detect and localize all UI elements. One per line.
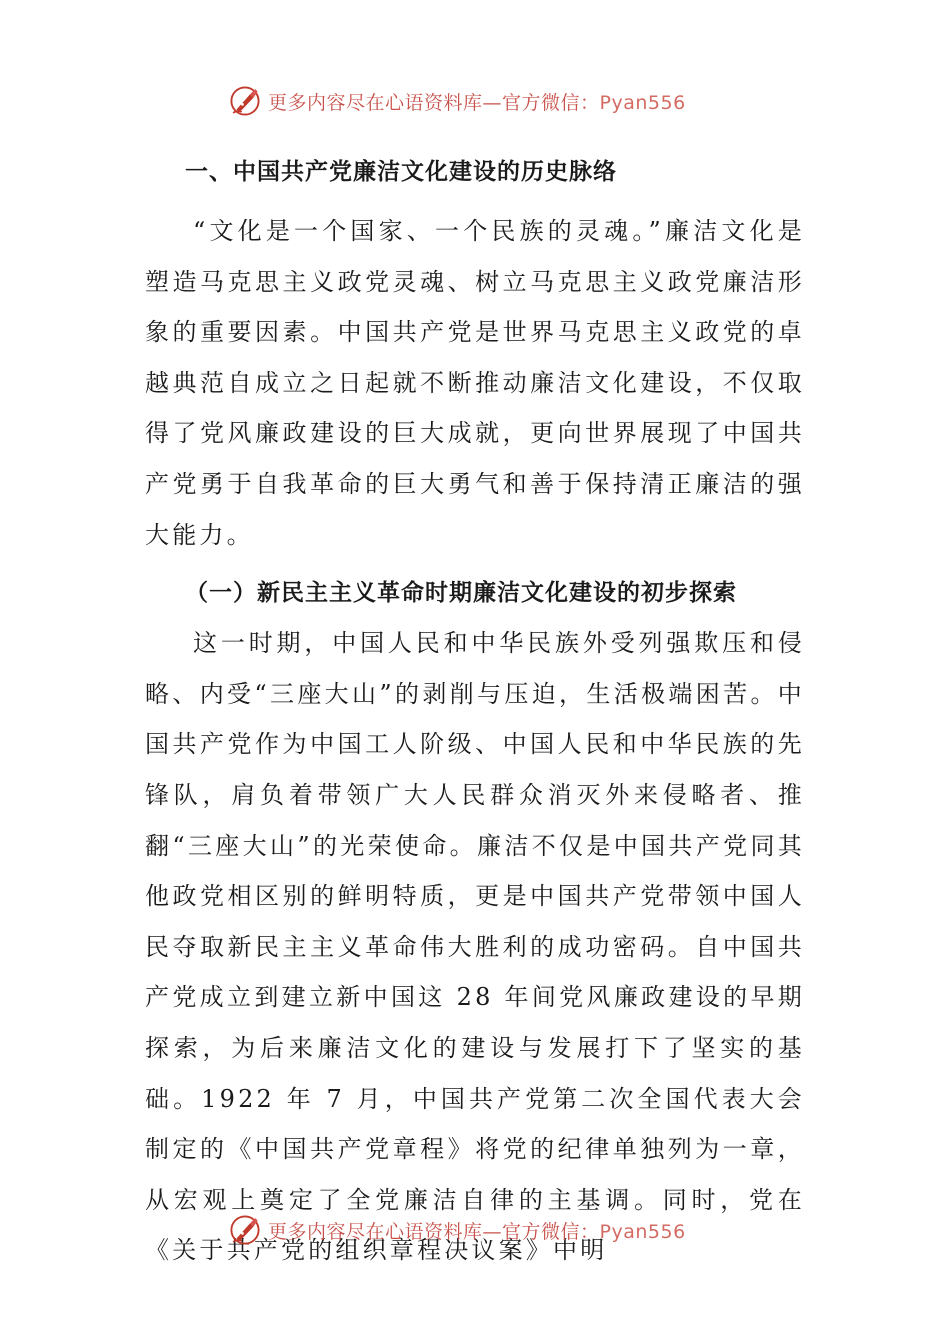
subsection-heading: （一）新民主主义革命时期廉洁文化建设的初步探索: [185, 579, 737, 607]
paragraph-intro: “文化是一个国家、一个民族的灵魂。”廉洁文化是塑造马克思主义政党灵魂、树立马克思主义政党廉洁形象的重要因素。中国共产党是世界马克思主义政党的卓越典范自成立之日起就不断推动廉洁文化建设，不仅取得了党风廉政建设的巨大成就，更向世界展现了中国共产党勇于自我革命的巨大勇气和善于保持清正廉洁的强大能力。: [145, 217, 805, 549]
pen-nib-logo-icon: [228, 1213, 262, 1247]
paragraph-body: 这一时期，中国人民和中华民族外受列强欺压和侵略、内受“三座大山”的剥削与压迫，生活极端困苦。中国共产党作为中国工人阶级、中国人民和中华民族的先锋队，肩负着带领广大人民群众消灭外来侵略者、推翻“三座大山”的光荣使命。廉洁不仅是中国共产党同其他政党相区别的鲜明特质，更是中国共产党带领中国人民夺取新民主主义革命伟大胜利的成功密码。自中国共产党成立到建立新中国这 28 年间党风廉政建设的早期探索，为后来廉洁文化的建设与发展打下了坚实的基础。1922 年 7 月，中国共产党第二次全国代表大会制定的《中国共产党章程》将党的纪律单独列为一章，从宏观上奠定了全党廉洁自律的主基调。同时，党在《关于共产党的组织章程决议案》中明: [145, 629, 805, 1265]
wechat-id: Pyan556: [599, 91, 686, 114]
watermark-text: 更多内容尽在心语资料库—官方微信：Pyan556: [268, 91, 686, 114]
section-heading: 一、中国共产党廉洁文化建设的历史脉络: [185, 158, 617, 185]
watermark-banner-bottom: [228, 1212, 748, 1248]
wechat-id: Pyan556: [599, 1220, 686, 1243]
watermark-text: 更多内容尽在心语资料库—官方微信：Pyan556: [268, 1220, 686, 1243]
document-body: [145, 150, 805, 1276]
pen-nib-logo-icon: [228, 84, 262, 118]
watermark-banner-top: [228, 83, 748, 119]
